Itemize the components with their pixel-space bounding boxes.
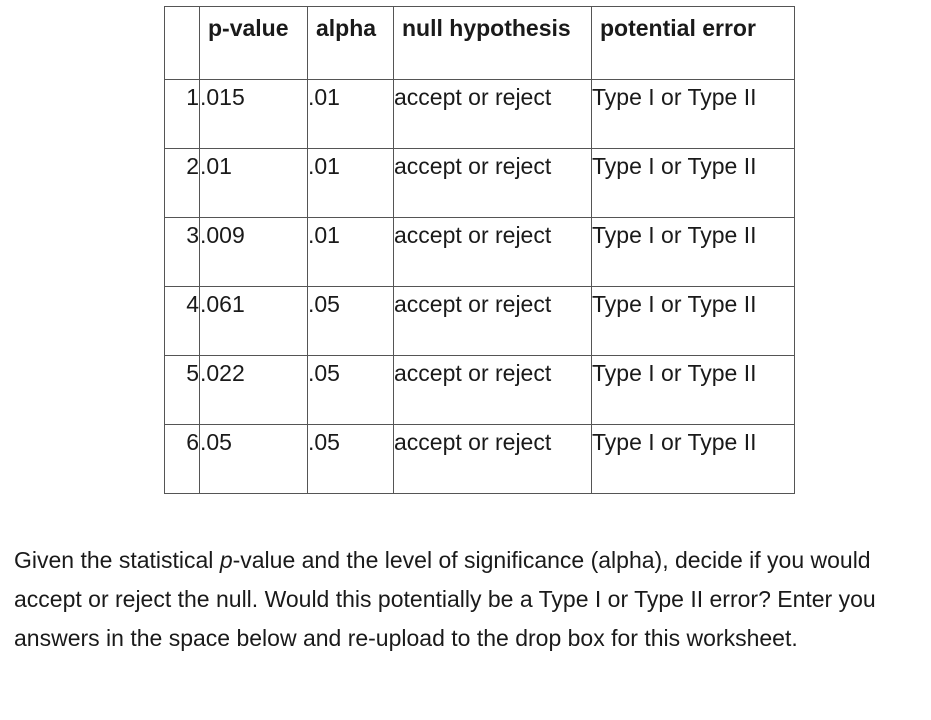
header-row-number xyxy=(165,7,200,80)
table-row xyxy=(165,287,795,356)
p-value-cell: .061 xyxy=(200,287,308,356)
alpha-cell: .05 xyxy=(308,356,394,425)
potential-error-cell[interactable]: Type I or Type II xyxy=(592,218,795,287)
alpha-cell: .01 xyxy=(308,149,394,218)
null-hypothesis-cell[interactable]: accept or reject xyxy=(394,80,592,149)
potential-error-cell[interactable]: Type I or Type II xyxy=(592,80,795,149)
header-p-value: p-value xyxy=(200,7,308,80)
potential-error-cell[interactable]: Type I or Type II xyxy=(592,287,795,356)
table-row xyxy=(165,425,795,494)
null-hypothesis-cell[interactable]: accept or reject xyxy=(394,218,592,287)
p-value-cell: .01 xyxy=(200,149,308,218)
row-number: 6 xyxy=(165,425,200,494)
row-number: 5 xyxy=(165,356,200,425)
p-value-cell: .015 xyxy=(200,80,308,149)
instructions-p-italic: p xyxy=(219,547,233,573)
table-row xyxy=(165,356,795,425)
p-value-cell: .009 xyxy=(200,218,308,287)
table-row xyxy=(165,218,795,287)
null-hypothesis-cell[interactable]: accept or reject xyxy=(394,287,592,356)
row-number: 4 xyxy=(165,287,200,356)
header-null-hypothesis: null hypothesis xyxy=(394,7,592,80)
null-hypothesis-cell[interactable]: accept or reject xyxy=(394,149,592,218)
instructions-text-start: Given the statistical xyxy=(14,547,220,573)
alpha-cell: .05 xyxy=(308,287,394,356)
null-hypothesis-cell[interactable]: accept or reject xyxy=(394,425,592,494)
instructions-paragraph xyxy=(14,541,929,658)
row-number: 1 xyxy=(165,80,200,149)
potential-error-cell[interactable]: Type I or Type II xyxy=(592,149,795,218)
table-row xyxy=(165,149,795,218)
alpha-cell: .01 xyxy=(308,80,394,149)
p-value-cell: .022 xyxy=(200,356,308,425)
instructions-text-rest: -value and the level of significance (alpha), decide if you would accept or reject the null. Would this potentially be a Type I or Type II error? Enter you answers in the space below and re-upload to the drop box for this worksheet. xyxy=(14,547,876,651)
header-potential-error: potential error xyxy=(592,7,795,80)
row-number: 2 xyxy=(165,149,200,218)
alpha-cell: .01 xyxy=(308,218,394,287)
p-value-cell: .05 xyxy=(200,425,308,494)
alpha-cell: .05 xyxy=(308,425,394,494)
header-alpha: alpha xyxy=(308,7,394,80)
potential-error-cell[interactable]: Type I or Type II xyxy=(592,356,795,425)
null-hypothesis-cell[interactable]: accept or reject xyxy=(394,356,592,425)
table-row xyxy=(165,80,795,149)
table-header-row xyxy=(165,7,795,80)
potential-error-cell[interactable]: Type I or Type II xyxy=(592,425,795,494)
row-number: 3 xyxy=(165,218,200,287)
hypothesis-table xyxy=(164,6,795,494)
